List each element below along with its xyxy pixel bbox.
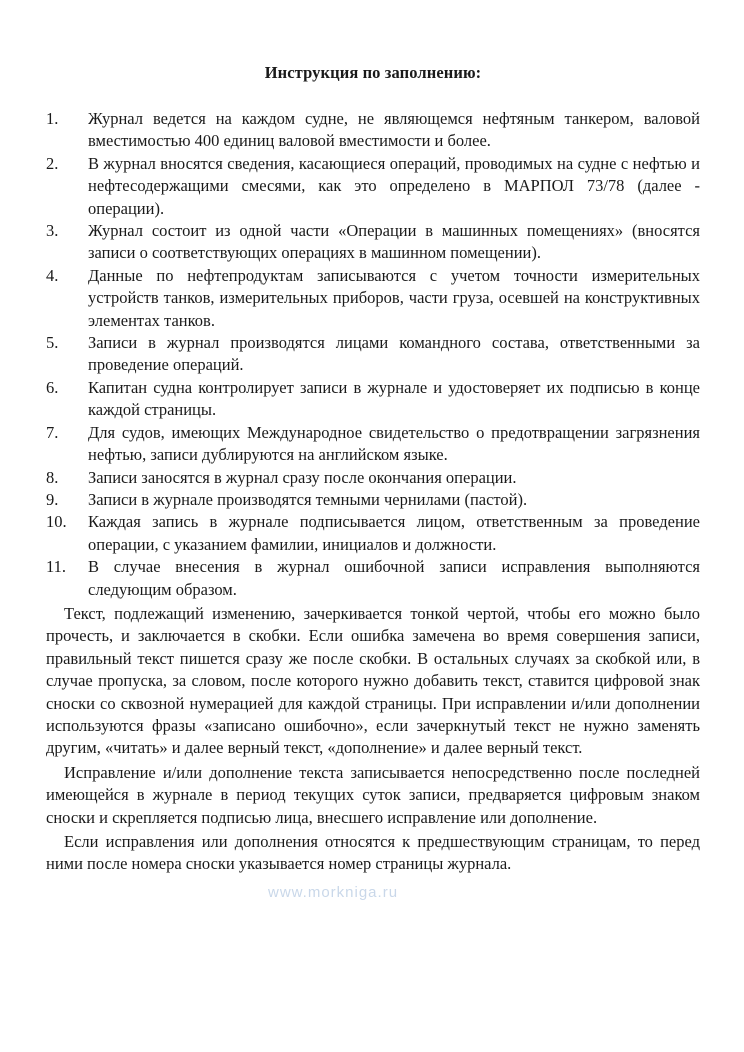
list-item xyxy=(46,467,700,489)
body-paragraph-corrections: Текст, подлежащий изменению, зачеркивается тонкой чертой, чтобы его можно было прочесть, и заключается в скобки. Если ошибка замечена во время совершения записи, правильный текст пишется сразу же после скобки. В остальных случаях за скобкой или, в случае пропуска, за словом, после которого нужно добавить текст, ставится цифровой знак сноски со сквозной нумерацией для каждой страницы. При исправлении и/или дополнении используются фразы «записано ошибочно», если зачеркнутый текст не нужно заменять другим, «читать» и далее верный текст, «дополнение» и далее верный текст. xyxy=(46,603,700,758)
document-page xyxy=(46,62,700,876)
list-item-number: 9. xyxy=(46,489,59,509)
list-item-text: Журнал ведется на каждом судне, не являющемся нефтяным танкером, валовой вместимостью 400 единиц валовой вместимости и более. xyxy=(88,109,700,151)
list-item-number: 5. xyxy=(46,333,59,353)
list-item-number: 7. xyxy=(46,422,59,442)
list-item-number: 6. xyxy=(46,377,59,397)
list-item xyxy=(46,108,700,153)
list-item-text: Журнал состоит из одной части «Операции в машинных помещениях» (вносятся записи о соответствующих операциях в машинном помещении). xyxy=(88,221,700,263)
list-item-text: В случае внесения в журнал ошибочной записи исправления выполняются следующим образом. xyxy=(88,557,700,599)
list-item xyxy=(46,220,700,265)
list-item xyxy=(46,511,700,556)
list-item xyxy=(46,489,700,511)
list-item-text: Для судов, имеющих Международное свидетельство о предотвращении загрязнения нефтью, записи дублируются на английском языке. xyxy=(88,422,700,465)
list-item xyxy=(46,422,700,467)
list-item-number: 10. xyxy=(46,512,67,532)
list-item xyxy=(46,332,700,377)
instruction-list xyxy=(46,108,700,601)
list-item-text: В журнал вносятся сведения, касающиеся операций, проводимых на судне с нефтью и нефтесодержащими смесями, как это определено в МАРПОЛ 73/78 (далее - операции). xyxy=(88,153,700,218)
page-title: Инструкция по заполнению: xyxy=(264,63,482,82)
list-item-number: 8. xyxy=(46,467,59,487)
list-item xyxy=(46,377,700,422)
list-item-text: Записи заносятся в журнал сразу после окончания операции. xyxy=(88,467,517,487)
list-item-text: Каждая запись в журнале подписывается лицом, ответственным за проведение операции, с указанием фамилии, инициалов и должности. xyxy=(88,512,700,554)
list-item-text: Записи в журнале производятся темными чернилами (пастой). xyxy=(88,489,528,509)
list-item xyxy=(46,265,700,332)
list-item-number: 4. xyxy=(46,265,59,285)
list-item-number: 1. xyxy=(46,109,59,128)
list-item-text: Капитан судна контролирует записи в журнале и удостоверяет их подписью в конце каждой страницы. xyxy=(88,377,700,420)
body-paragraph-previous-pages: Если исправления или дополнения относятся к предшествующим страницам, то перед ними после номера сноски указывается номер страницы журнала. xyxy=(46,832,700,874)
list-item-number: 3. xyxy=(46,221,59,241)
watermark: www.morkniga.ru xyxy=(268,884,399,901)
list-item-text: Данные по нефтепродуктам записываются с учетом точности измерительных устройств танков, измерительных приборов, части груза, осевшей на конструктивных элементах танков. xyxy=(88,265,700,330)
body-paragraph-recording: Исправление и/или дополнение текста записывается непосредственно после последней имеющейся в журнале в период текущих суток записи, предваряется цифровым знаком сноски и скрепляется подписью лица, внесшего исправление или дополнение. xyxy=(46,762,700,827)
list-item-number: 2. xyxy=(46,153,59,173)
list-item xyxy=(46,556,700,601)
list-item-number: 11. xyxy=(46,557,67,577)
list-item-text: Записи в журнал производятся лицами командного состава, ответственными за проведение операций. xyxy=(88,333,700,375)
list-item xyxy=(46,153,700,220)
